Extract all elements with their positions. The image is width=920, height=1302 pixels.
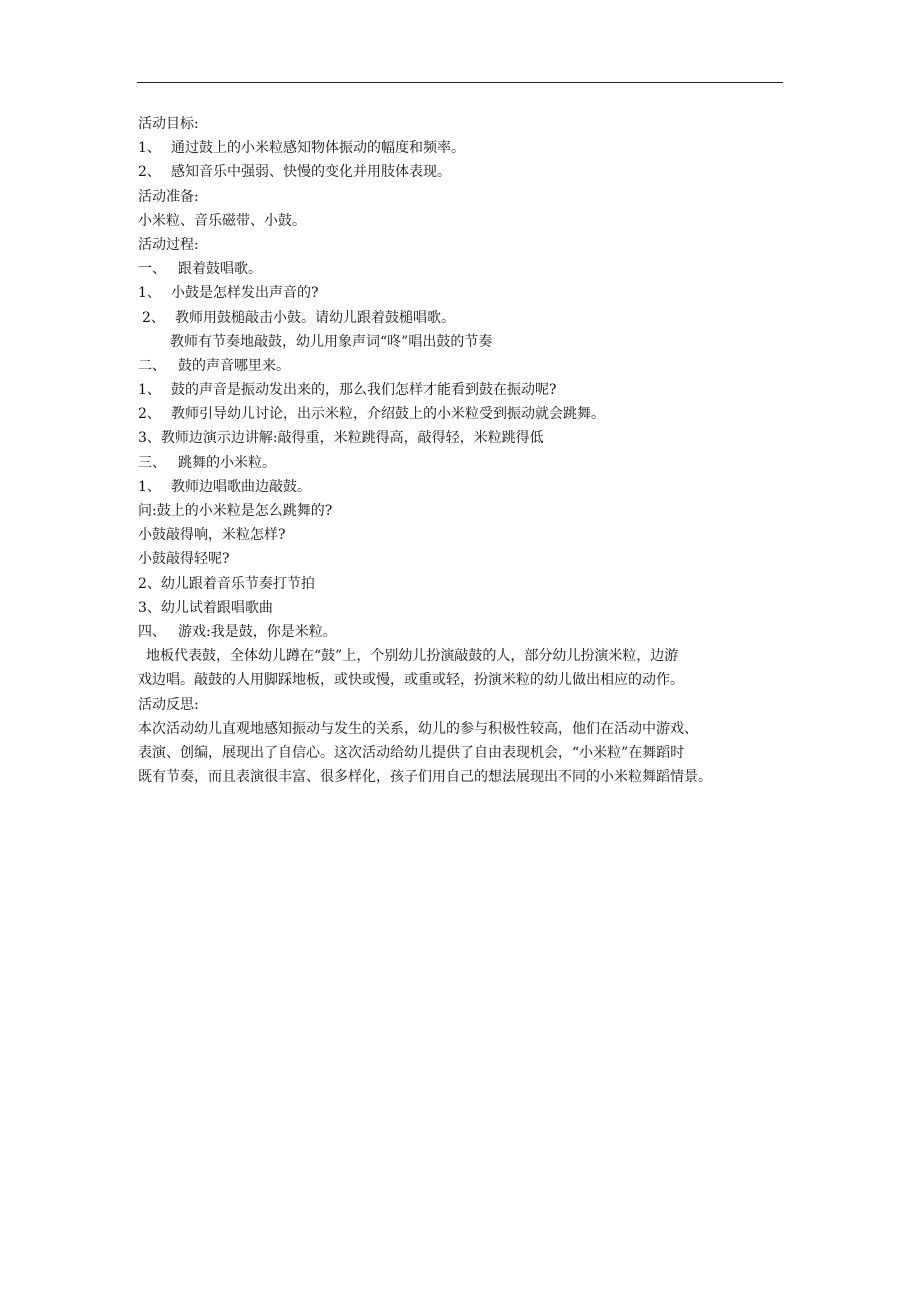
document-body xyxy=(138,112,788,789)
section-3-item-2: 2、幼儿跟着音乐节奏打节拍 xyxy=(138,575,315,592)
section-4-para-line-1-text: 地板代表鼓，全体幼儿蹲在“鼓”上，个别幼儿扮演敲鼓的人，部分幼儿扮演米粒，边游 xyxy=(146,648,679,665)
process-heading: 活动过程: xyxy=(138,236,199,253)
prep-heading: 活动准备: xyxy=(138,188,199,205)
section-4-para-line-2: 戏边唱。敲鼓的人用脚踩地板，或快或慢，或重或轻，扮演米粒的幼儿做出相应的动作。 xyxy=(138,672,684,689)
goal-item-2-num: 2、 xyxy=(138,164,161,181)
section-1-title-text: 跟着鼓唱歌。 xyxy=(178,261,262,278)
section-3-title-text: 跳舞的小米粒。 xyxy=(178,454,276,471)
section-3-question-2: 小鼓敲得响，米粒怎样? xyxy=(138,527,286,544)
section-3-item-3: 3、幼儿试着跟唱歌曲 xyxy=(138,599,273,616)
reflection-heading: 活动反思: xyxy=(138,696,199,713)
section-1-item-1 xyxy=(138,281,788,305)
section-1-title xyxy=(138,257,788,281)
section-1-item-2-num: 2、 xyxy=(142,309,165,326)
goal-item-1-num: 1、 xyxy=(138,140,161,157)
prep-text: 小米粒、音乐磁带、小鼓。 xyxy=(138,212,306,229)
goal-item-2-text: 感知音乐中强弱、快慢的变化并用肢体表现。 xyxy=(171,164,451,181)
section-3-title xyxy=(138,451,788,475)
goals-heading: 活动目标: xyxy=(138,116,199,132)
section-1-item-2-text: 教师用鼓槌敲击小鼓。请幼儿跟着鼓槌唱歌。 xyxy=(175,309,455,326)
section-2-item-2-num: 2、 xyxy=(138,406,161,423)
goal-item-1-text: 通过鼓上的小米粒感知物体振动的幅度和频率。 xyxy=(171,140,465,157)
section-2-item-1-num: 1、 xyxy=(138,382,161,399)
header-rule xyxy=(137,82,783,83)
section-1-num: 一、 xyxy=(138,261,166,278)
section-3-item-1-text: 教师边唱歌曲边敲鼓。 xyxy=(171,478,311,495)
section-4-title xyxy=(138,620,788,644)
section-3-item-1-num: 1、 xyxy=(138,478,161,495)
section-3-question-1: 问:鼓上的小米粒是怎么跳舞的? xyxy=(138,503,333,519)
section-2-item-1 xyxy=(138,378,788,402)
section-4-title-text: 游戏:我是鼓，你是米粒。 xyxy=(178,623,337,640)
section-1-item-1-text: 小鼓是怎样发出声音的? xyxy=(171,285,319,302)
reflection-line-1: 本次活动幼儿直观地感知振动与发生的关系，幼儿的参与积极性较高，他们在活动中游戏、 xyxy=(138,720,698,737)
section-2-item-2 xyxy=(138,402,788,426)
section-2-item-2-text: 教师引导幼儿讨论，出示米粒，介绍鼓上的小米粒受到振动就会跳舞。 xyxy=(171,406,605,423)
section-1-item-2 xyxy=(138,306,788,330)
section-3-question-3: 小鼓敲得轻呢? xyxy=(138,551,230,568)
section-3-item-1 xyxy=(138,475,788,499)
section-2-title-text: 鼓的声音哪里来。 xyxy=(178,357,290,374)
section-2-num: 二、 xyxy=(138,357,166,374)
section-4-para-line-1 xyxy=(138,644,788,668)
section-4-num: 四、 xyxy=(138,623,166,640)
goal-item-2 xyxy=(138,160,788,184)
section-2-title xyxy=(138,354,788,378)
goal-item-1 xyxy=(138,136,788,160)
reflection-line-3: 既有节奏，而且表演很丰富、很多样化，孩子们用自己的想法展现出不同的小米粒舞蹈情景。 xyxy=(138,769,712,786)
section-3-num: 三、 xyxy=(138,454,166,471)
section-2-item-1-text: 鼓的声音是振动发出来的，那么我们怎样才能看到鼓在振动呢? xyxy=(171,382,557,399)
section-1-item-1-num: 1、 xyxy=(138,285,161,302)
reflection-line-2: 表演、创编，展现出了自信心。这次活动给幼儿提供了自由表现机会，“小米粒”在舞蹈时 xyxy=(138,744,685,761)
section-1-note: 教师有节奏地敲鼓，幼儿用象声词“咚”唱出鼓的节奏 xyxy=(170,333,493,350)
section-2-item-3: 3、教师边演示边讲解:敲得重，米粒跳得高，敲得轻，米粒跳得低 xyxy=(138,430,544,447)
